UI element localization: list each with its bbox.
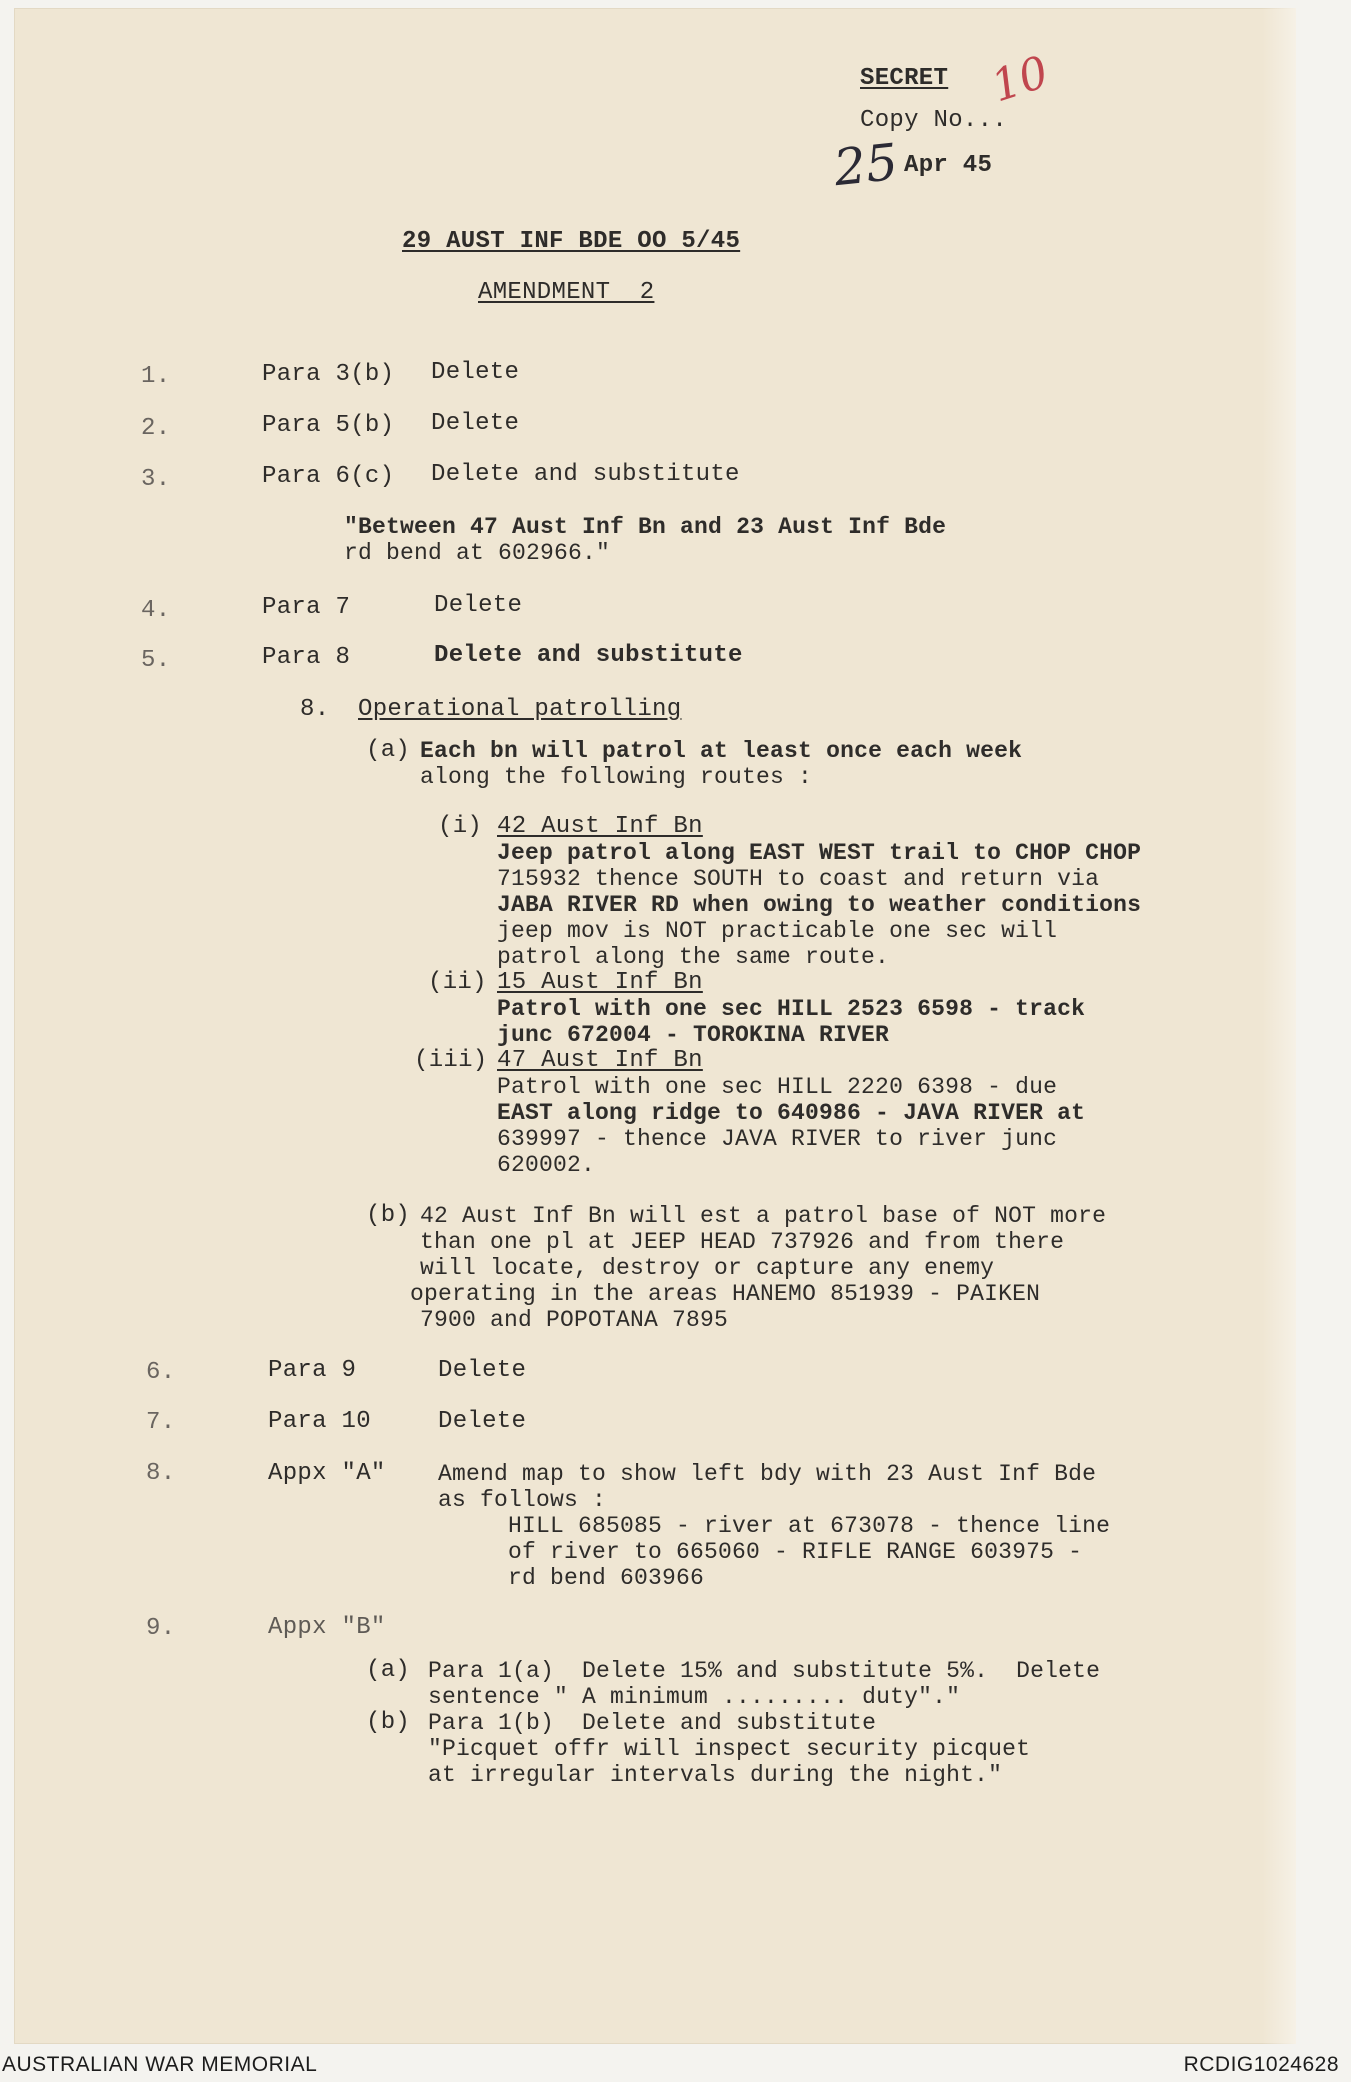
route-text: Patrol with one sec HILL 2220 6398 - due (497, 1074, 1058, 1100)
subpara-b-text: operating in the areas HANEMO 851939 - PAIKEN (410, 1281, 1041, 1307)
item-number: 6. (146, 1359, 176, 1386)
item-reference: Para 7 (262, 594, 351, 621)
appx-b-b-text: "Picquet offr will inspect security picquet (428, 1736, 1031, 1762)
item-reference: Para 6(c) (262, 463, 395, 490)
appx-b-b-text: at irregular intervals during the night." (428, 1762, 1003, 1788)
subpara-a-label: (a) (366, 737, 411, 764)
archive-footer-left: AUSTRALIAN WAR MEMORIAL (2, 2053, 318, 2076)
subpara-a-text: along the following routes : (420, 764, 813, 790)
item-reference: Para 10 (268, 1408, 371, 1435)
appx-b-b-text: Para 1(b) Delete and substitute (428, 1710, 877, 1736)
subpara-a-text: Each bn will patrol at least once each week (420, 738, 1023, 764)
item-reference: Para 5(b) (262, 412, 395, 439)
archive-footer-right: RCDIG1024628 (1183, 2053, 1339, 2076)
appx-b-b-label: (b) (366, 1709, 411, 1736)
document-page (14, 8, 1296, 2044)
item-reference: Para 9 (268, 1357, 357, 1384)
item-action: Amend map to show left bdy with 23 Aust Inf Bde (438, 1461, 1097, 1487)
date-typed: Apr 45 (904, 152, 993, 179)
route-text: Jeep patrol along EAST WEST trail to CHOP CHOP (497, 840, 1142, 866)
item-number: 2. (141, 415, 171, 442)
route-text: 620002. (497, 1152, 596, 1178)
route-text: 639997 - thence JAVA RIVER to river junc (497, 1126, 1058, 1152)
item-number: 8. (146, 1460, 176, 1487)
para8-heading: Operational patrolling (358, 696, 682, 723)
subpara-b-text: than one pl at JEEP HEAD 737926 and from there (420, 1229, 1065, 1255)
item-number: 4. (141, 597, 171, 624)
route-label: (ii) (428, 969, 487, 996)
route-unit: 42 Aust Inf Bn (497, 813, 703, 840)
item-action: Delete (438, 1357, 527, 1384)
copy-number-handwritten: 10 (985, 46, 1055, 113)
route-text: junc 672004 - TOROKINA RIVER (497, 1022, 890, 1048)
item-number: 7. (146, 1409, 176, 1436)
item-reference: Para 8 (262, 644, 351, 671)
item-reference: Para 3(b) (262, 361, 395, 388)
classification-marking: SECRET (860, 65, 949, 92)
subpara-b-text: 7900 and POPOTANA 7895 (420, 1307, 729, 1333)
item-action: Delete (434, 592, 523, 619)
route-text: JABA RIVER RD when owing to weather conditions (497, 892, 1142, 918)
copy-number-label: Copy No... (860, 107, 1008, 134)
route-text: Patrol with one sec HILL 2523 6598 - track (497, 996, 1086, 1022)
item-action: Delete and substitute (434, 642, 743, 669)
item-reference: Appx "A" (268, 1460, 386, 1487)
item-number: 3. (141, 466, 171, 493)
subpara-b-text: 42 Aust Inf Bn will est a patrol base of NOT more (420, 1203, 1107, 1229)
route-text: 715932 thence SOUTH to coast and return via (497, 866, 1100, 892)
route-label: (iii) (414, 1047, 488, 1074)
para8-number: 8. (300, 696, 330, 723)
substitute-text-line: "Between 47 Aust Inf Bn and 23 Aust Inf Bde (344, 514, 947, 540)
item-number: 1. (141, 363, 171, 390)
item-action: Delete (431, 410, 520, 437)
appx-a-text: HILL 685085 - river at 673078 - thence line (438, 1513, 1111, 1539)
item-action: Delete (431, 359, 520, 386)
route-text: patrol along the same route. (497, 944, 890, 970)
item-number: 5. (141, 647, 171, 674)
substitute-text-line: rd bend at 602966." (344, 540, 611, 566)
route-unit: 15 Aust Inf Bn (497, 969, 703, 996)
item-action: Delete and substitute (431, 461, 740, 488)
route-unit: 47 Aust Inf Bn (497, 1047, 703, 1074)
appx-b-a-label: (a) (366, 1657, 411, 1684)
appx-a-text: rd bend 603966 (438, 1565, 705, 1591)
appx-b-a-text: sentence " A minimum ......... duty"." (428, 1684, 961, 1710)
order-title: 29 AUST INF BDE OO 5/45 (402, 228, 741, 255)
item-number: 9. (146, 1615, 176, 1642)
appx-a-text: of river to 665060 - RIFLE RANGE 603975 - (438, 1539, 1083, 1565)
subpara-b-label: (b) (366, 1202, 411, 1229)
route-text: jeep mov is NOT practicable one sec will (497, 918, 1058, 944)
item-reference: Appx "B" (268, 1614, 386, 1641)
appx-b-a-text: Para 1(a) Delete 15% and substitute 5%. Delete (428, 1658, 1101, 1684)
route-label: (i) (438, 813, 483, 840)
item-action: Delete (438, 1408, 527, 1435)
appx-a-text: as follows : (438, 1487, 607, 1513)
subpara-b-text: will locate, destroy or capture any enemy (420, 1255, 995, 1281)
amendment-number: AMENDMENT 2 (478, 279, 655, 306)
date-day-handwritten: 25 (831, 132, 901, 198)
route-text: EAST along ridge to 640986 - JAVA RIVER at (497, 1100, 1086, 1126)
